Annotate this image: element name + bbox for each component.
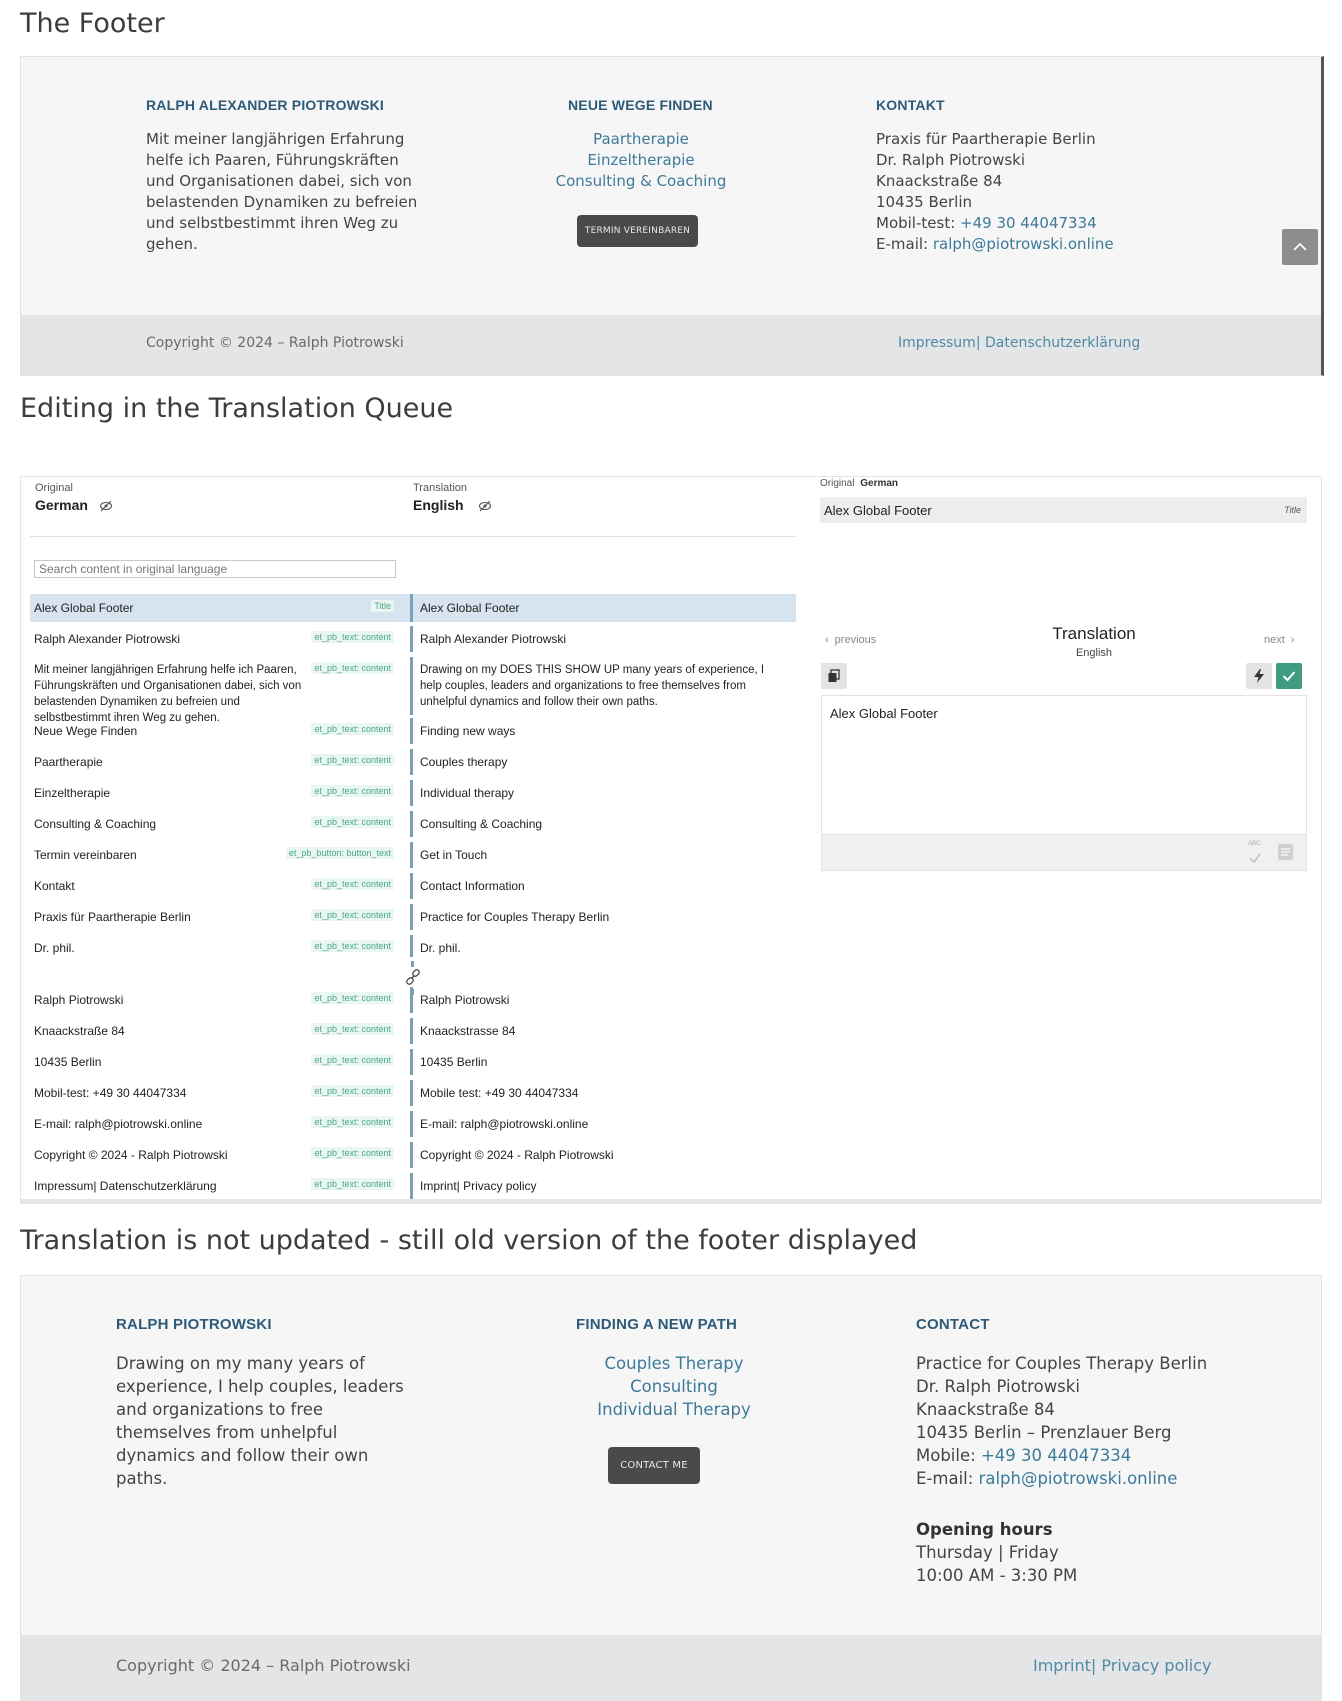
footer-link[interactable]: Consulting: [630, 1377, 718, 1396]
footer-col2-heading: NEUE WEGE FINDEN: [568, 97, 713, 113]
row-translation[interactable]: Finding new ways: [420, 724, 516, 738]
footer-col2-heading: FINDING A NEW PATH: [576, 1316, 738, 1333]
row-original: Praxis für Paartherapie Berlin: [34, 910, 191, 924]
email-line: [876, 234, 1114, 255]
row-tag: et_pb_text: content: [311, 754, 394, 766]
row-tag: et_pb_text: content: [311, 631, 394, 643]
row-bar: [410, 1049, 413, 1075]
row-translation[interactable]: Get in Touch: [420, 848, 488, 862]
row-translation[interactable]: Mobile test: +49 30 44047334: [420, 1086, 579, 1100]
row-original: Ralph Piotrowski: [34, 993, 124, 1007]
row-tag: et_pb_text: content: [311, 723, 394, 735]
text-line: 10435 Berlin: [876, 193, 973, 211]
editor-toolbar: [821, 835, 1307, 871]
row-translation[interactable]: 10435 Berlin: [420, 1055, 488, 1069]
next-label: next: [1264, 634, 1285, 646]
glossary-icon[interactable]: [1278, 844, 1293, 860]
footer-col1-text: [146, 129, 417, 255]
text-line: themselves from unhelpful: [116, 1423, 338, 1442]
datenschutz-link[interactable]: Datenschutzerklärung: [985, 335, 1141, 351]
row-original: Impressum| Datenschutzerklärung: [34, 1179, 217, 1193]
phone-label: Mobile:: [916, 1446, 981, 1465]
row-tag: et_pb_text: content: [311, 1178, 394, 1190]
row-bar: [410, 749, 413, 775]
opening-hours-days: Thursday | Friday: [916, 1543, 1059, 1562]
divider: [30, 536, 796, 537]
row-translation[interactable]: Individual therapy: [420, 786, 515, 800]
row-tag: et_pb_text: content: [311, 992, 394, 1004]
row-original: E-mail: ralph@piotrowski.online: [34, 1117, 203, 1131]
copyright-text: Copyright © 2024 – Ralph Piotrowski: [146, 335, 404, 351]
translation-text[interactable]: Alex Global Footer: [830, 706, 938, 721]
row-bar: [410, 1173, 413, 1199]
section-heading-queue: Editing in the Translation Queue: [20, 393, 454, 424]
spellcheck-check-mark: [1248, 853, 1262, 863]
text-line: experience, I help couples, leaders: [116, 1377, 404, 1396]
row-translation[interactable]: Ralph Piotrowski: [420, 993, 510, 1007]
text-line: paths.: [116, 1469, 168, 1488]
text-line: belastenden Dynamiken zu befreien: [146, 193, 418, 211]
glossary-lines: [1278, 844, 1293, 860]
row-translation[interactable]: Dr. phil.: [420, 941, 461, 955]
row-bar: [410, 904, 413, 930]
phone-line: [916, 1444, 1207, 1467]
row-bar: [410, 987, 413, 1013]
legal-separator: |: [975, 335, 985, 351]
row-bar: [410, 657, 413, 715]
chevron-right-icon: ›: [1290, 634, 1295, 646]
row-bar: [410, 1080, 413, 1106]
row-original: Paartherapie: [34, 755, 103, 769]
text-line: und Organisationen dabei, sich von: [146, 172, 412, 190]
email-label: E-mail:: [916, 1469, 979, 1488]
row-translation[interactable]: E-mail: ralph@piotrowski.online: [420, 1117, 589, 1131]
footer-link[interactable]: Consulting & Coaching: [555, 172, 727, 190]
original-label: Original: [35, 482, 73, 494]
row-original: Copyright © 2024 - Ralph Piotrowski: [34, 1148, 228, 1162]
editor-original-language: German: [860, 478, 899, 489]
text-line: Dr. Ralph Piotrowski: [916, 1377, 1080, 1396]
row-original: Knaackstraße 84: [34, 1024, 125, 1038]
text-line: und selbstbestimmt ihren Weg zu: [146, 214, 399, 232]
row-tag: et_pb_text: content: [311, 909, 394, 921]
editor-original-box: [820, 497, 1307, 523]
text-line: and organizations to free: [116, 1400, 324, 1419]
row-original: Mit meiner langjährigen Erfahrung helfe ich Paaren, Führungskräften und Organisationen dabei, sich von belastenden Dynamiken zu befreien und selbstbestimmt ihren Weg zu gehen.: [34, 664, 302, 724]
row-tag: et_pb_text: content: [311, 816, 394, 828]
legal-links: [898, 335, 1140, 351]
text-line: Praxis für Paartherapie Berlin: [876, 130, 1096, 148]
next-button[interactable]: [1264, 634, 1294, 646]
machine-translate-button[interactable]: [1246, 663, 1272, 689]
translation-label: Translation: [413, 482, 468, 494]
footer-link[interactable]: Paartherapie: [593, 130, 689, 148]
text-line: helfe ich Paaren, Führungskräften: [146, 151, 399, 169]
row-bar: [410, 780, 413, 806]
row-tag: et_pb_text: content: [311, 662, 394, 674]
copy-original-button[interactable]: [821, 663, 847, 689]
horizontal-scrollbar[interactable]: [21, 1199, 1321, 1203]
chevron-up-icon: [1292, 242, 1308, 252]
email-link[interactable]: ralph@piotrowski.online: [978, 1469, 1178, 1488]
row-original: Termin vereinbaren: [34, 848, 137, 862]
row-tag: et_pb_text: content: [311, 1116, 394, 1128]
queue-row[interactable]: [30, 594, 796, 622]
section-heading-problem: Translation is not updated - still old version of the footer displayed: [20, 1225, 918, 1256]
row-tag: Title: [371, 600, 394, 612]
row-bar: [410, 935, 413, 957]
opening-hours-heading: Opening hours: [916, 1520, 1053, 1539]
footer-col2-links: [521, 129, 761, 192]
footer-col2-links: [544, 1352, 804, 1421]
chevron-left-icon: ‹: [825, 634, 829, 646]
row-bar: [410, 873, 413, 899]
row-tag: et_pb_text: content: [311, 1054, 394, 1066]
row-original: Dr. phil.: [34, 941, 75, 955]
checkmark-icon: [1282, 670, 1296, 682]
footer-english: [20, 1275, 1322, 1701]
text-line: Knaackstraße 84: [916, 1400, 1055, 1419]
text-line: Practice for Couples Therapy Berlin: [916, 1354, 1208, 1373]
row-tag: et_pb_text: content: [311, 878, 394, 890]
row-original: Consulting & Coaching: [34, 817, 157, 831]
row-tag: et_pb_text: content: [311, 1023, 394, 1035]
email-label: E-mail:: [876, 235, 933, 253]
editor-original-text: Alex Global Footer: [824, 503, 932, 518]
footer-bottom-bar: [21, 315, 1321, 375]
text-line: 10435 Berlin – Prenzlauer Berg: [916, 1423, 1172, 1442]
original-language: German: [35, 497, 88, 513]
footer-col3-contact: [916, 1352, 1207, 1490]
translation-textarea[interactable]: [821, 695, 1307, 835]
spellcheck-label: ABC: [1248, 841, 1261, 847]
row-translation[interactable]: Drawing on my DOES THIS SHOW UP many years of experience, I help couples, leaders and organizations to free themselves from unhelpful dynamics and follow their own paths.: [420, 664, 765, 708]
footer-col1-text: [116, 1352, 404, 1490]
row-bar: [410, 1018, 413, 1044]
spellcheck-icon[interactable]: [1248, 841, 1266, 861]
text-line: Dr. Ralph Piotrowski: [876, 151, 1026, 169]
footer-link[interactable]: Couples Therapy: [604, 1354, 744, 1373]
row-original: Neue Wege Finden: [34, 724, 138, 738]
email-link[interactable]: ralph@piotrowski.online: [932, 235, 1114, 253]
translation-language: English: [413, 497, 464, 513]
row-bar: [410, 626, 413, 652]
phone-label: Mobil-test:: [876, 214, 961, 232]
eye-hidden-icon[interactable]: [99, 500, 113, 512]
contact-me-button[interactable]: CONTACT ME: [608, 1447, 700, 1484]
row-tag: et_pb_text: content: [311, 940, 394, 952]
row-tag: et_pb_text: content: [311, 1147, 394, 1159]
opening-hours-time: 10:00 AM - 3:30 PM: [916, 1566, 1078, 1585]
phone-line: [876, 213, 1114, 234]
footer-link[interactable]: Einzeltherapie: [587, 151, 695, 169]
row-original: Einzeltherapie: [34, 786, 111, 800]
lightning-icon: [1253, 669, 1265, 683]
row-original: 10435 Berlin: [34, 1055, 102, 1069]
phone-link[interactable]: +49 30 44047334: [980, 1446, 1132, 1465]
footer-german: [20, 56, 1324, 376]
row-translation[interactable]: Consulting & Coaching: [420, 817, 543, 831]
row-bar: [410, 594, 413, 622]
legal-separator: |: [1090, 1656, 1102, 1675]
phone-link[interactable]: +49 30 44047334: [960, 214, 1097, 232]
text-line: dynamics and follow their own: [116, 1446, 369, 1465]
editor-language: English: [1075, 647, 1113, 659]
text-line: gehen.: [146, 235, 198, 253]
eye-hidden-icon[interactable]: [478, 500, 492, 512]
search-input[interactable]: Search content in original language: [34, 560, 396, 578]
opening-hours: [916, 1518, 1077, 1587]
row-original: Mobil-test: +49 30 44047334: [34, 1086, 187, 1100]
email-line: [916, 1467, 1207, 1490]
editor-original-label: Original: [820, 478, 855, 489]
footer-col3-contact: [876, 129, 1114, 255]
copyright-text: Copyright © 2024 – Ralph Piotrowski: [116, 1656, 411, 1675]
row-original: Kontakt: [34, 879, 75, 893]
row-translation[interactable]: Knaackstrasse 84: [420, 1024, 516, 1038]
legal-links: [1033, 1656, 1212, 1675]
complete-button[interactable]: [1276, 663, 1302, 689]
copy-icon: [827, 669, 841, 683]
row-bar: [410, 1142, 413, 1168]
impressum-link[interactable]: Impressum: [898, 335, 976, 351]
editor-original-tag: Title: [1284, 505, 1301, 515]
row-bar: [410, 718, 413, 744]
row-translation[interactable]: Contact Information: [420, 879, 525, 893]
footer-col1-heading: RALPH ALEXANDER PIOTROWSKI: [146, 97, 385, 113]
row-bar: [410, 811, 413, 837]
row-tag: et_pb_text: content: [311, 1085, 394, 1097]
text-line: Drawing on my many years of: [116, 1354, 365, 1373]
footer-col3-heading: CONTACT: [916, 1316, 990, 1333]
editor-title: Translation: [1052, 624, 1136, 643]
scroll-top-button[interactable]: [1282, 229, 1318, 265]
previous-button[interactable]: [825, 634, 876, 646]
footer-col3-heading: KONTAKT: [876, 97, 945, 113]
row-tag: et_pb_text: content: [311, 785, 394, 797]
termin-button[interactable]: TERMIN VEREINBAREN: [577, 215, 698, 247]
footer-bottom-bar: [21, 1635, 1321, 1701]
row-original: Alex Global Footer: [34, 601, 134, 615]
imprint-link[interactable]: Imprint: [1033, 1656, 1091, 1675]
footer-link[interactable]: Individual Therapy: [597, 1400, 751, 1419]
previous-label: previous: [834, 634, 877, 646]
privacy-policy-link[interactable]: Privacy policy: [1101, 1656, 1212, 1675]
row-translation[interactable]: Couples therapy: [420, 755, 508, 769]
footer-col1-heading: RALPH PIOTROWSKI: [116, 1316, 272, 1333]
link-segments-icon[interactable]: [403, 967, 423, 987]
text-line: Mit meiner langjährigen Erfahrung: [146, 130, 405, 148]
row-bar: [410, 842, 413, 868]
translation-queue-editor: [20, 476, 1322, 1204]
row-translation[interactable]: Copyright © 2024 - Ralph Piotrowski: [420, 1148, 614, 1162]
section-heading-footer: The Footer: [20, 8, 165, 39]
row-translation[interactable]: Ralph Alexander Piotrowski: [420, 632, 567, 646]
editor-original-header: [820, 478, 898, 489]
row-translation[interactable]: Imprint| Privacy policy: [420, 1179, 537, 1193]
row-tag: et_pb_button: button_text: [286, 847, 394, 859]
row-translation[interactable]: Alex Global Footer: [420, 601, 520, 615]
text-line: Knaackstraße 84: [876, 172, 1003, 190]
row-translation[interactable]: Practice for Couples Therapy Berlin: [420, 910, 610, 924]
row-bar: [410, 1111, 413, 1137]
row-original: Ralph Alexander Piotrowski: [34, 632, 181, 646]
